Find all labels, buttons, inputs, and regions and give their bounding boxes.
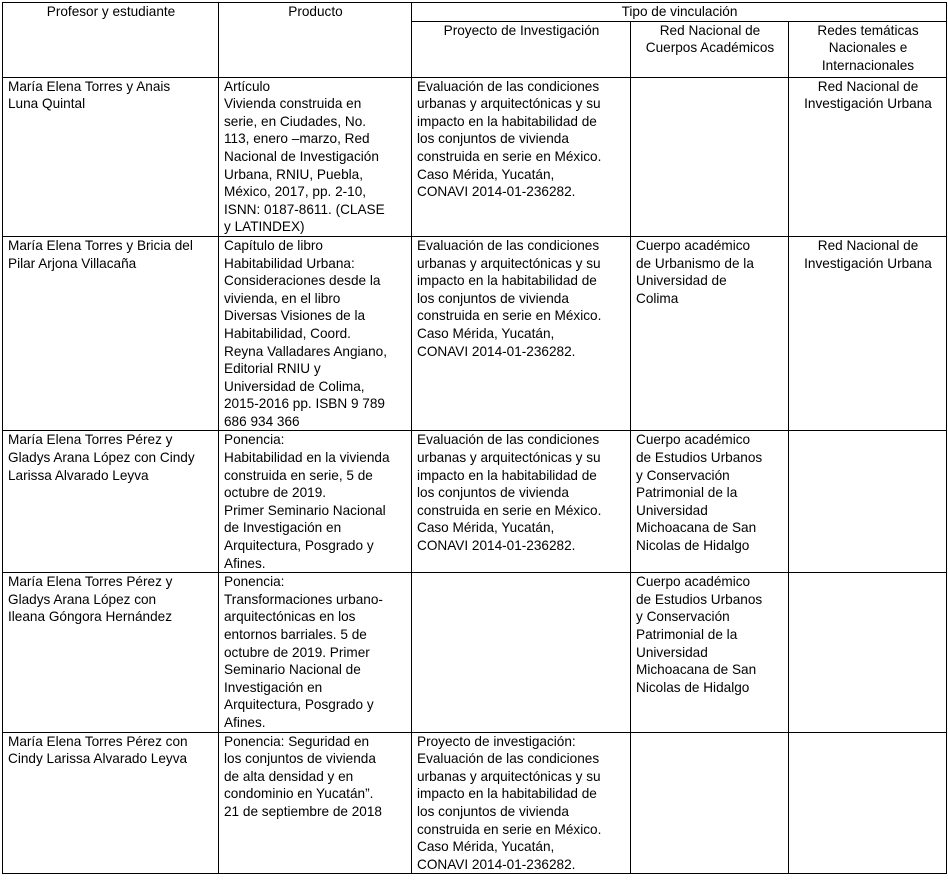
cell-producto: Artículo Vivienda construida en serie, en Ciudades, No. 113, enero –marzo, Red Nacional de Investigación Urbana, RNIU, Puebla, México, 2017, pp. 2-10, ISNN: 0187-8611. (CLASE y LATINDEX) (219, 77, 412, 236)
cell-producto: Ponencia: Habitabilidad en la vivienda construida en serie, 5 de octubre de 2019. Primer Seminario Nacional de Investigación en Arquitectura, Posgrado y Afines. (219, 431, 412, 573)
cell-red-cuerpos: Cuerpo académico de Estudios Urbanos y Conservación Patrimonial de la Universidad Michoacana de San Nicolas de Hidalgo (631, 573, 789, 732)
cell-profesor: María Elena Torres Pérez y Gladys Arana López con Cindy Larissa Alvarado Leyva (3, 431, 219, 573)
cell-proyecto: Proyecto de investigación: Evaluación de las condiciones urbanas y arquitectónicas y su impacto en la habitabilidad de los conjuntos de vivienda construida en serie en México. Caso Mérida, Yucatán, CONAVI 2014-01-236282. (412, 732, 631, 874)
table-row (3, 573, 947, 732)
cell-producto: Capítulo de libro Habitabilidad Urbana: Consideraciones desde la vivienda, en el libro Diversas Visiones de la Habitabilidad, Coord. Reyna Valladares Angiano, Editorial RNIU y Universidad de Colima, 2015-2016 pp. ISBN 9 789 686 934 366 (219, 236, 412, 431)
header-redes-tematicas: Redes temáticas Nacionales e Internacionales (789, 21, 947, 77)
cell-profesor: María Elena Torres Pérez con Cindy Larissa Alvarado Leyva (3, 732, 219, 874)
cell-proyecto: Evaluación de las condiciones urbanas y arquitectónicas y su impacto en la habitabilidad de los conjuntos de vivienda construida en serie en México. Caso Mérida, Yucatán, CONAVI 2014-01-236282. (412, 431, 631, 573)
cell-red-cuerpos (631, 732, 789, 874)
table-row (3, 77, 947, 236)
cell-redes-tematicas (789, 431, 947, 573)
header-profesor: Profesor y estudiante (3, 3, 219, 78)
cell-proyecto: Evaluación de las condiciones urbanas y arquitectónicas y su impacto en la habitabilidad de los conjuntos de vivienda construida en serie en México. Caso Mérida, Yucatán, CONAVI 2014-01-236282. (412, 236, 631, 431)
header-row (3, 3, 947, 22)
header-red-cuerpos: Red Nacional de Cuerpos Académicos (631, 21, 789, 77)
header-producto: Producto (219, 3, 412, 78)
vinculacion-table (2, 2, 947, 874)
cell-producto: Ponencia: Transformaciones urbano- arquitectónicas en los entornos barriales. 5 de octubre de 2019. Primer Seminario Nacional de Investigación en Arquitectura, Posgrado y Afines. (219, 573, 412, 732)
cell-proyecto (412, 573, 631, 732)
cell-redes-tematicas (789, 732, 947, 874)
cell-redes-tematicas: Red Nacional de Investigación Urbana (789, 236, 947, 431)
cell-profesor: María Elena Torres Pérez y Gladys Arana López con Ileana Góngora Hernández (3, 573, 219, 732)
cell-redes-tematicas (789, 573, 947, 732)
cell-red-cuerpos: Cuerpo académico de Estudios Urbanos y Conservación Patrimonial de la Universidad Michoacana de San Nicolas de Hidalgo (631, 431, 789, 573)
table-row (3, 236, 947, 431)
cell-profesor: María Elena Torres y Anais Luna Quintal (3, 77, 219, 236)
header-tipo-vinculacion: Tipo de vinculación (412, 3, 947, 22)
table-row (3, 732, 947, 874)
cell-proyecto: Evaluación de las condiciones urbanas y arquitectónicas y su impacto en la habitabilidad de los conjuntos de vivienda construida en serie en México. Caso Mérida, Yucatán, CONAVI 2014-01-236282. (412, 77, 631, 236)
cell-redes-tematicas: Red Nacional de Investigación Urbana (789, 77, 947, 236)
cell-producto: Ponencia: Seguridad en los conjuntos de vivienda de alta densidad y en condominio en Yucatán”. 21 de septiembre de 2018 (219, 732, 412, 874)
cell-red-cuerpos: Cuerpo académico de Urbanismo de la Universidad de Colima (631, 236, 789, 431)
table-row (3, 431, 947, 573)
cell-profesor: María Elena Torres y Bricia del Pilar Arjona Villacaña (3, 236, 219, 431)
header-proyecto: Proyecto de Investigación (412, 21, 631, 77)
cell-red-cuerpos (631, 77, 789, 236)
